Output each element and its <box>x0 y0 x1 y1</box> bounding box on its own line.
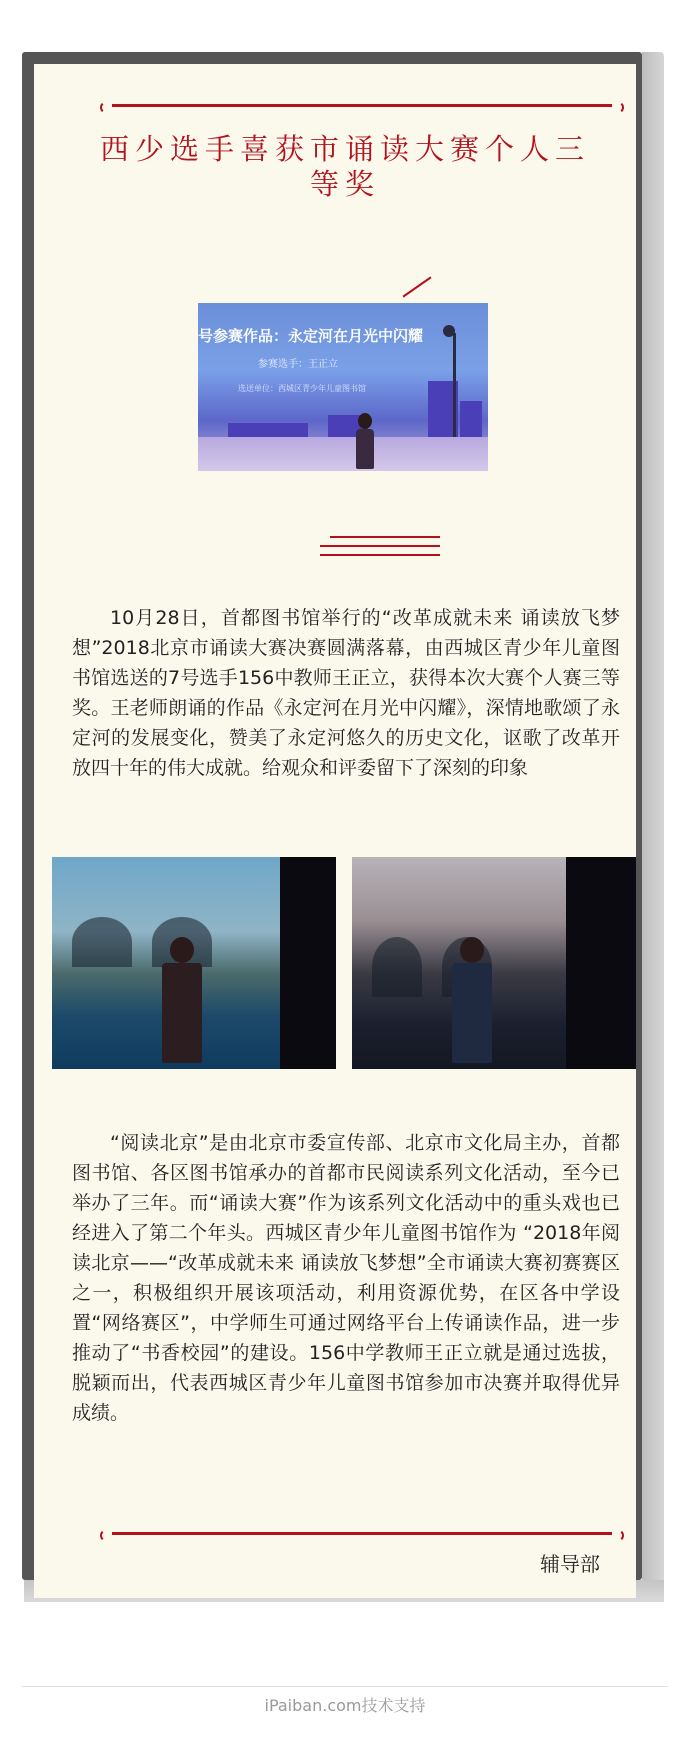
dark-stage-panel <box>280 857 336 1069</box>
footer-divider <box>22 1686 668 1687</box>
board-shadow-right <box>642 52 664 1602</box>
stage-floor <box>198 437 488 471</box>
dark-stage-panel <box>566 857 636 1069</box>
bridge-arch <box>372 937 422 997</box>
microphone-icon <box>443 325 455 337</box>
microphone-stand <box>453 333 456 443</box>
article-paragraph-1: 10月28日，首都图书馆举行的“改革成就未来 诵读放飞梦想”2018北京市诵读大赛决赛圆满落幕，由西城区青少年儿童图书馆选送的7号选手156中教师王正立，获得本次大赛个人赛三等奖。王老师朗诵的作品《永定河在月光中闪耀》，深情地歌颂了永定河的发展变化，赞美了永定河悠久的历史文化，讴歌了改革开放四十年的伟大成就。给观众和评委留下了深刻的印象 <box>72 607 620 779</box>
bottom-ornament-rule <box>112 1532 612 1535</box>
top-ornament-rule <box>112 104 612 107</box>
bridge-arch <box>72 917 132 967</box>
performer-figure <box>356 413 374 469</box>
performer-figure <box>452 937 492 1063</box>
photo-deco-line <box>320 554 440 556</box>
performer-figure <box>162 937 202 1063</box>
footer-credit-link[interactable]: iPaiban.com技术支持 <box>264 1696 426 1715</box>
bridge-performance-photo-left <box>52 857 336 1069</box>
article-title: 西少选手喜获市诵读大赛个人三等奖 <box>99 132 590 201</box>
photo-banner-text: 号参赛作品：永定河在月光中闪耀 <box>198 327 424 345</box>
photo-deco-line <box>330 536 440 538</box>
photo-banner-subtitle: 参赛选手：王正立 <box>258 359 338 370</box>
skyline-shape <box>460 401 482 441</box>
photo-banner-unit: 选送单位：西城区青少年儿童图书馆 <box>238 384 366 393</box>
stage-performance-photo <box>198 303 488 471</box>
photo-deco-line <box>320 545 440 547</box>
article-paragraph-2: “阅读北京”是由北京市委宣传部、北京市文化局主办，首都图书馆、各区图书馆承办的首都市民阅读系列文化活动，至今已举办了三年。而“诵读大赛”作为该系列文化活动中的重头戏也已经进入了第二个年头。西城区青少年儿童图书馆作为 “2018年阅读北京——“改革成就未来 诵读放飞梦想”全市诵读大赛初赛赛区之一，积极组织开展该项活动，利用资源优势，在区各中学设置“网络赛区”，中学师生可通过网络平台上传诵读作品，进一步推动了“书香校园”的建设。156中学教师王正立就是通过选拔，脱颖而出，代表西城区青少年儿童图书馆参加市决赛并取得优异成绩。 <box>72 1132 620 1424</box>
article-signature: 辅导部 <box>540 1552 600 1576</box>
bridge-performance-photo-right <box>352 857 636 1069</box>
